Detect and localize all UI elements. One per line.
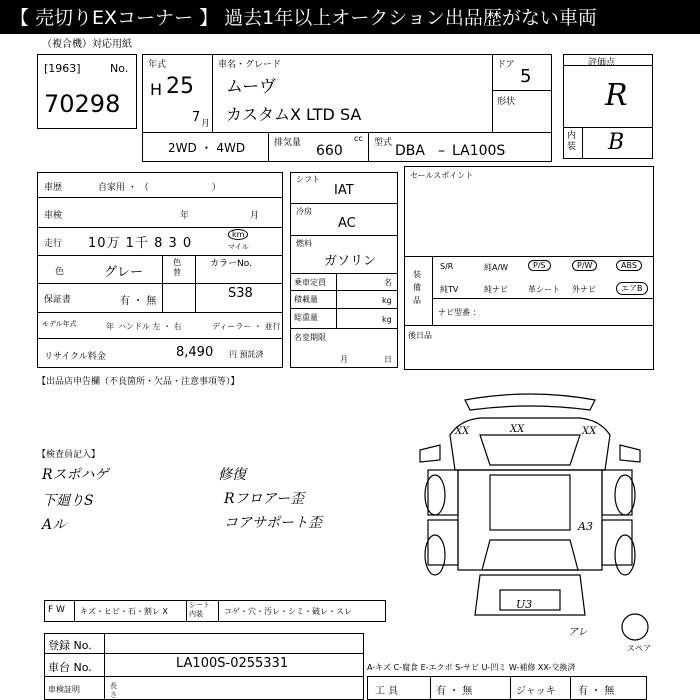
dealer-options: ディーラー ・ 並行	[212, 322, 281, 331]
seat-label: シート内装	[189, 601, 210, 618]
color-label: 色	[55, 267, 65, 277]
reg-no-label: 登録 No.	[48, 639, 92, 652]
equipment-item: 純A/W	[484, 263, 509, 272]
warranty-label: 保証書	[44, 295, 72, 305]
banner	[0, 0, 700, 34]
damage-key-legend: A-キズ C-腐食 E-エクボ S-サビ U-凹ミ W-補修 XX-交換済	[367, 663, 576, 672]
model-code: LA100S	[452, 143, 506, 159]
mileage-unit: km	[228, 229, 248, 240]
cert-length: 長さ	[110, 682, 117, 699]
tools-value: 有 ・ 無	[436, 686, 473, 697]
history-label: 車歴	[44, 183, 63, 193]
lot-code: [1963]	[44, 62, 81, 75]
mileage: 10万 1千 8 3 0	[88, 236, 193, 251]
navi-model-label: ナビ型番 ：	[438, 308, 481, 317]
mark-xx-2: XX	[510, 424, 525, 435]
mileage-label: 走行	[44, 239, 63, 249]
mark-u3: U3	[516, 598, 533, 611]
equipment-item: P/S	[528, 260, 551, 271]
model-prefix: DBA	[395, 143, 425, 159]
note-right-3: コアサポート歪	[224, 515, 322, 531]
equipment-item: 革シート	[528, 285, 560, 294]
shaken-month-unit: 月	[250, 211, 260, 221]
name-change-label: 名変期限	[294, 333, 326, 342]
color-no-label: カラーNo.	[210, 259, 252, 269]
shaken-year-unit: 年	[180, 211, 190, 221]
history-options: 自家用 ・ （ ）	[98, 183, 221, 193]
recycle-label: リサイクル料金	[44, 352, 106, 362]
fw-items: キズ・ヒビ・石・割レ X	[80, 607, 168, 616]
shape-label: 形状	[497, 97, 516, 107]
fuel: ガソリン	[324, 254, 377, 269]
doors: 5	[520, 66, 532, 87]
car-grade: カスタムX LTD SA	[226, 105, 362, 124]
load-label: 積載量	[294, 295, 318, 304]
weight-label: 総重量	[294, 313, 318, 322]
equipment-item: S/R	[440, 262, 454, 271]
displacement: 660	[316, 143, 343, 159]
lot-number: 70298	[44, 90, 121, 118]
model-year-unit: 年	[106, 322, 114, 331]
equipment-item: 外ナビ	[572, 285, 596, 294]
year-label: 年式	[148, 60, 167, 70]
fw-label: F W	[48, 605, 65, 615]
interior-label: 内装	[567, 131, 577, 152]
color-no: S38	[228, 286, 253, 301]
score: R	[605, 78, 628, 113]
seat-items: コゲ・穴・汚レ・シミ・破レ・スレ	[224, 607, 352, 616]
mark-xx-1: XX	[455, 426, 470, 437]
inspector-label: 【検査員記入】	[37, 450, 101, 460]
year-era: H	[150, 80, 163, 99]
interior-score: B	[608, 130, 625, 155]
mark-a3: A3	[578, 520, 593, 533]
note-right-1: 修復	[218, 467, 246, 483]
handle-options: ハンドル 左 ・ 右	[118, 322, 182, 331]
ac: AC	[338, 216, 356, 231]
capacity-unit: 名	[384, 278, 392, 287]
sales-point-label: セールスポイント	[410, 171, 474, 180]
note-left-2: 下廻りS	[42, 493, 94, 509]
model-dash: –	[438, 143, 445, 159]
year-month-unit: 月	[201, 119, 211, 129]
later-items-label: 後日品	[408, 331, 432, 340]
capacity-label: 乗車定員	[294, 278, 326, 287]
note-right-2: Rフロアー歪	[224, 491, 305, 507]
drive-type: 2WD ・ 4WD	[168, 141, 246, 155]
vehicle-damage-diagram	[410, 390, 650, 645]
cc-unit: cc	[354, 134, 363, 143]
cert-label: 車検証明	[48, 685, 80, 694]
door-label: ドア	[497, 60, 515, 70]
year-num: 25	[166, 74, 194, 99]
mile-unit: マイル	[228, 243, 249, 251]
recycle-fee: 8,490	[176, 345, 214, 360]
jack-label: ジャッキ	[516, 686, 556, 697]
model-year-label: モデル年式	[42, 320, 77, 328]
recycle-unit: 円 預託済	[229, 350, 264, 359]
equipment-item: ABS	[616, 260, 642, 271]
vin: LA100S-0255331	[176, 656, 289, 671]
mark-xx-3: XX	[582, 426, 597, 437]
mark-are: アレ	[568, 627, 588, 638]
spare-label: スペア	[627, 644, 651, 653]
declaration-label: 【出品店申告欄（不良箇所・欠品・注意事項等）】	[37, 377, 240, 387]
shift: IAT	[334, 183, 354, 198]
shaken-label: 車検	[44, 211, 63, 221]
color-change-label: 色替	[173, 258, 181, 277]
banner-text: 【 売切りEXコーナー 】 過去1年以上オークション出品歴がない車両	[10, 7, 597, 29]
jack-value: 有 ・ 無	[578, 686, 615, 697]
equipment-item: 純ナビ	[484, 285, 508, 294]
warranty-options: 有 ・ 無	[120, 296, 157, 307]
car-name-label: 車名・グレード	[218, 60, 282, 70]
vin-label: 車台 No.	[48, 661, 92, 674]
load-unit: kg	[382, 296, 392, 305]
equipment-item: エアB	[616, 282, 648, 295]
equipment-item: P/W	[572, 260, 597, 271]
name-change-month: 月	[340, 355, 348, 364]
car-name: ムーヴ	[226, 77, 277, 97]
equipment-label: 装備品	[413, 270, 421, 305]
form-subtitle: （複合機）対応用紙	[42, 39, 132, 50]
name-change-day: 日	[384, 355, 392, 364]
model-label: 型式	[374, 138, 393, 148]
tools-label: 工 具	[375, 686, 399, 697]
color: グレー	[104, 265, 144, 280]
shift-label: シフト	[296, 175, 320, 184]
note-left-3: Aル	[42, 517, 67, 533]
ac-label: 冷房	[296, 207, 312, 216]
note-left-1: Rスポハゲ	[42, 467, 109, 483]
lot-no-label: No.	[110, 62, 129, 75]
weight-unit: kg	[382, 315, 392, 324]
displacement-label: 排気量	[274, 138, 302, 148]
fuel-label: 燃料	[296, 239, 312, 248]
score-label: 評価点	[588, 58, 616, 68]
year-month: 7	[192, 110, 201, 125]
equipment-item: 純TV	[440, 285, 459, 294]
